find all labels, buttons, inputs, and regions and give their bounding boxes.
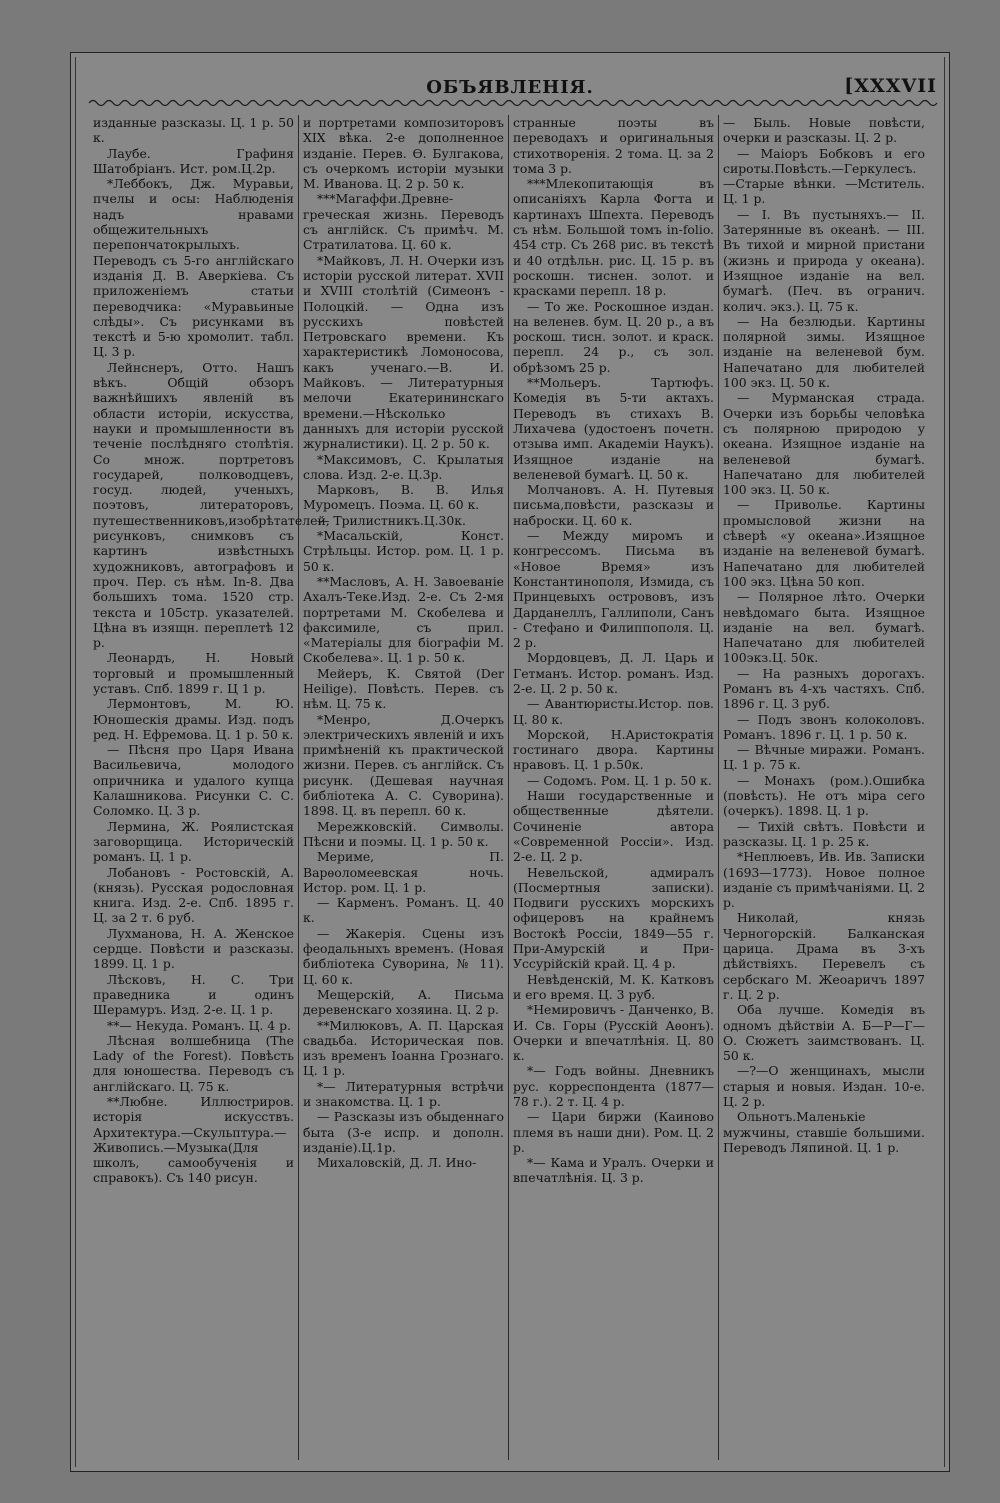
listing-entry: *Максимовъ, С. Крылатыя слова. Изд. 2-е. Ц.3р.	[303, 451, 504, 482]
listing-entry: Невельской, адмиралъ (Посмертныя записки). Подвиги русскихъ морскихъ офицеровъ на крайнемъ Востокѣ Россіи, 1849—55 г. При-Амурскій и При-Уссурійскій край. Ц. 4 р.	[513, 864, 714, 972]
listing-entry: **Мольеръ. Тартюфъ. Комедія въ 5-ти актахъ. Переводъ въ стихахъ В. Лихачева (удостоенъ почетн. отзыва имп. Академіи Наукъ). Изящное изданіе на веленевой бумагѣ. Ц. 50 к.	[513, 375, 714, 482]
newspaper-page	[70, 52, 950, 1472]
listing-entry: Мейеръ, К. Святой (Der Heilige). Повѣсть. Перев. съ нѣм. Ц. 75 к.	[303, 665, 504, 712]
wavy-rule	[89, 97, 931, 109]
listing-entry: Лѣсная волшебница (The Lady of the Forest). Повѣсть для юношества. Переводъ съ англійскаго. Ц. 75 к.	[93, 1032, 294, 1094]
listing-entry: Лѣсковъ, Н. С. Три праведника и одинъ Шерамуръ. Изд. 2-е. Ц. 1 р.	[93, 971, 294, 1018]
listing-entry: Ольнотъ.Маленькіе мужчины, ставшіе большими. Переводъ Ляпиной. Ц. 1 р.	[723, 1109, 925, 1155]
listing-entry: *Леббокъ, Дж. Муравьи, пчелы и осы: Наблюденія надъ нравами общежительныхъ перепончатокрылыхъ. Переводъ съ 5-го англійскаго изданія Д. В. Аверкіева. Съ приложеніемъ статьи переводчика: «Муравьиные слѣды». Съ рисунками въ текстѣ и 5-ю хромолит. табл. Ц. 3 р.	[93, 176, 294, 360]
listing-entry: *— Литературныя встрѣчи и знакомства. Ц. 1 р.	[303, 1078, 504, 1109]
listing-entry: *Масальскій, Конст. Стрѣльцы. Истор. ром. Ц. 1 р. 50 к.	[303, 528, 504, 574]
listing-entry: Лаубе. Графиня Шатобріанъ. Ист. ром.Ц.2р.	[93, 145, 294, 176]
listing-entry: —?—О женщинахъ, мысли старыя и новыя. Издан. 10-е. Ц. 2 р.	[723, 1063, 925, 1109]
listing-entry: **Милюковъ, А. П. Царская свадьба. Историческая пов. изъ временъ Іоанна Грознаго. Ц. 1 р.	[303, 1017, 504, 1079]
listing-entry: — Трилистникъ.Ц.30к.	[317, 512, 466, 528]
listing-entry: *Майковъ, Л. Н. Очерки изъ исторіи русской литерат. XVII и XVIII столѣтій (Симеонъ - Полоцкій. — Одна изъ русскихъ повѣстей Петровскаго времени. Къ характеристикѣ Ломоносова, какъ ученаго.—В. И. Майковъ. — Литературныя мелочи Екатерининскаго времени.—Нѣсколько данныхъ для исторіи русской журналистики). Ц. 2 р. 50 к.	[303, 252, 504, 452]
listing-entry: — Жакерія. Сцены изъ феодальныхъ временъ. (Новая библіотека Суворина, № 11). Ц. 60 к.	[303, 925, 504, 987]
listing-entry: **— Некуда. Романъ. Ц. 4 р.	[107, 1017, 292, 1033]
listing-entry: — Монахъ (ром.).Ошибка (повѣсть). Не отъ міра сего (очеркъ). 1898. Ц. 1 р.	[723, 772, 925, 819]
listing-entry: Мережковскій. Символы. Пѣсни и поэмы. Ц. 1 р. 50 к.	[303, 818, 504, 849]
listing-entry: *Менро, Д.Очеркъ электрическихъ явленій и ихъ примѣненій къ практической жизни. Перев. съ англійск. Съ рисунк. (Дешевая научная библіотека А. С. Суворина). 1898. Ц. въ перепл. 60 к.	[303, 711, 504, 819]
listing-entry: Мордовцевъ, Д. Л. Царь и Гетманъ. Истор. романъ. Изд. 2-е. Ц. 2 р. 50 к.	[513, 650, 714, 696]
listing-entry: Лермонтовъ, М. Ю. Юношескія драмы. Изд. подъ ред. Н. Ефремова. Ц. 1 р. 50 к.	[93, 696, 294, 742]
listing-entry: Лобановъ - Ростовскій, А. (князь). Русская родословная книга. Изд. 2-е. Спб. 1895 г. Ц. за 2 т. 6 руб.	[93, 864, 294, 926]
listing-entry: — Разсказы изъ обыденнаго быта (3-е испр. и дополн. изданіе).Ц.1р.	[303, 1109, 504, 1155]
listing-entry: — Содомъ. Ром. Ц. 1 р. 50 к.	[527, 772, 712, 788]
listing-entry: Леонардъ, Н. Новый торговый и промышленный уставъ. Спб. 1899 г. Ц 1 р.	[93, 650, 294, 696]
listing-entry: Лейнснеръ, Отто. Нашъ вѣкъ. Общій обзоръ важнѣйшихъ явленій въ области исторіи, искусства, науки и промышленности въ теченіе послѣдняго столѣтія. Со множ. портретовъ государей, полководцевъ, госуд. людей, ученыхъ, поэтовъ, литераторовъ, путешественниковъ,изобрѣтателей, рисунковъ, снимковъ съ картинъ извѣстныхъ художниковъ, автографовъ и проч. Пер. съ нѣм. In-8. Два большихъ тома. 1520 стр. текста и 105стр. указателей. Цѣна въ изящн. переплетѣ 12 р.	[93, 359, 330, 651]
column-2	[299, 115, 509, 1460]
listing-entry: *— Кама и Уралъ. Очерки и впечатлѣнія. Ц. 3 р.	[513, 1155, 714, 1186]
listing-entry: **Любне. Иллюстриров. исторія искусствъ. Архитектура.—Скульптура.—Живопись.—Музыка(Для школъ, самообученія и справокъ). Съ 140 рисун.	[93, 1094, 294, 1186]
listing-entry: Наши государственные и общественные дѣятели. Сочиненіе автора «Современной Россіи». Изд. 2-е. Ц. 2 р.	[513, 788, 714, 865]
listing-entry: Николай, князь Черногорскій. Балканская царица. Драма въ 3-хъ дѣйствіяхъ. Перевелъ съ сербскаго М. Жеоаричъ 1897 г. Ц. 2 р.	[723, 910, 925, 1002]
listing-entry: и портретами композиторовъ XIX вѣка. 2-е дополненное изданіе. Перев. Ѳ. Булгакова, съ очеркомъ исторіи музыки М. Иванова. Ц. 2 р. 50 к.	[303, 115, 504, 192]
listing-entry: Лермина, Ж. Роялистская заговорщица. Историческій романъ. Ц. 1 р.	[93, 818, 294, 865]
listing-entry: изданные разсказы. Ц. 1 р. 50 к.	[93, 115, 294, 146]
listing-entry: — Приволье. Картины промысловой жизни на сѣверѣ «у океана».Изящное изданіе на веленевой бумагѣ. Напечатано для любителей 100 экз. Цѣна 50 коп.	[723, 497, 925, 589]
listing-entry: — Пѣсня про Царя Ивана Васильевича, молодого опричника и удалого купца Калашникова. Рисунки С. С. Соломко. Ц. 3 р.	[93, 742, 294, 819]
listing-entry: — Вѣчные миражи. Романъ. Ц. 1 р. 75 к.	[723, 742, 925, 773]
listing-entry: — Авантюристы.Истор. пов. Ц. 80 к.	[513, 696, 714, 727]
listing-entry: Марковъ, В. В. Илья Муромецъ. Поэма. Ц. 60 к.	[303, 482, 504, 513]
page-number: [XXXVII	[844, 75, 937, 97]
listing-entry: — Подъ звонъ колоколовъ. Романъ. 1896 г. Ц. 1 р. 50 к.	[723, 711, 925, 742]
listing-entry: Невѣденскій, М. К. Катковъ и его время. Ц. 3 руб.	[513, 971, 714, 1002]
listing-entry: Мериме, П. Варѳоломеевская ночь. Истор. ром. Ц. 1 р.	[303, 849, 504, 895]
column-3	[509, 115, 719, 1460]
listing-entry: — Карменъ. Романъ. Ц. 40 к.	[303, 895, 504, 926]
listing-entry: Молчановъ. А. Н. Путевыя письма,повѣсти, разсказы и наброски. Ц. 60 к.	[513, 482, 714, 528]
listing-entry: — На безлюдьи. Картины полярной зимы. Изящное изданіе на веленевой бум. Напечатано для любителей 100 экз. Ц. 50 к.	[723, 313, 925, 391]
listing-entry: — Полярное лѣто. Очерки невѣдомаго быта. Изящное изданіе на вел. бумагѣ. Напечатано для любителей 100экз.Ц. 50к.	[723, 589, 925, 666]
listing-entry: — Маіоръ Бобковъ и его сироты.Повѣсть.—Геркулесъ.—Старые вѣнки. —Мститель. Ц. 1 р.	[723, 145, 925, 207]
listing-entry: — На разныхъ дорогахъ. Романъ въ 4-хъ частяхъ. Спб. 1896 г. Ц. 3 руб.	[723, 665, 925, 712]
listing-entry: ***Млекопитающія въ описаніяхъ Карла Фогта и картинахъ Шпехта. Переводъ съ нѣм. Большой томъ in-folio. 454 стр. Съ 268 рис. въ текстѣ и 40 отдѣльн. рис. Ц. 15 р. въ роскошн. тиснен. золот. и красками перепл. 18 р.	[513, 176, 714, 299]
listing-entry: **Масловъ, А. Н. Завоеваніе Ахалъ-Теке.Изд. 2-е. Съ 2-мя портретами М. Скобелева и факсимиле, съ прил. «Матеріалы для біографіи М. Скобелева». Ц. 1 р. 50 к.	[303, 573, 504, 666]
listing-entry: — I. Въ пустыняхъ.— II. Затерянные въ океанѣ. — III. Въ тихой и мирной пристани (жизнь и природа у океана). Изящное изданіе на вел. бумагѣ. (Печ. въ огранич. колич. экз.). Ц. 75 к.	[723, 206, 925, 314]
listing-entry: Михаловскій, Д. Л. Ино-	[317, 1155, 477, 1171]
listing-columns	[89, 115, 931, 1460]
listing-entry: *Неплюевъ, Ив. Ив. Записки (1693—1773). Новое полное изданіе съ примѣчаніями. Ц. 2 р.	[723, 849, 925, 911]
listing-entry: Оба лучше. Комедія въ одномъ дѣйствіи А. Б—Р—Г—О. Сюжетъ заимствованъ. Ц. 50 к.	[723, 1002, 925, 1064]
listing-entry: странные поэты въ переводахъ и оригинальныя стихотворенія. 2 тома. Ц. за 2 тома 3 р.	[513, 115, 714, 176]
listing-entry: Мещерскій, А. Письма деревенскаго хозяина. Ц. 2 р.	[303, 986, 504, 1018]
listing-entry: — То же. Роскошное издан. на веленев. бум. Ц. 20 р., а въ роскош. тисн. золот. и краск. перепл. 24 р., съ зол. обрѣзомъ 25 р.	[513, 298, 714, 375]
column-1	[89, 115, 330, 1460]
listing-entry: — Мурманская страда. Очерки изъ борьбы человѣка съ полярною природою у океана. Изящное изданіе на веленевой бумагѣ. Напечатано для любителей 100 экз. Ц. 50 к.	[723, 390, 925, 498]
listing-entry: — Тихій свѣтъ. Повѣсти и разсказы. Ц. 1 р. 25 к.	[723, 818, 925, 849]
listing-entry: ***Магаффи.Древне-греческая жизнь. Переводъ съ англійск. Съ примѣч. М. Стратилатова. Ц. 60 к.	[303, 191, 504, 253]
page-title: ОБЪЯВЛЕНІЯ.	[426, 77, 594, 98]
listing-entry: Лухманова, Н. А. Женское сердце. Повѣсти и разсказы. 1899. Ц. 1 р.	[93, 925, 294, 972]
listing-entry: — Цари биржи (Каиново племя въ наши дни). Ром. Ц. 2 р.	[513, 1109, 714, 1155]
listing-entry: *— Годъ войны. Дневникъ рус. корреспондента (1877—78 г.). 2 т. Ц. 4 р.	[513, 1063, 714, 1109]
listing-entry: — Быль. Новые повѣсти, очерки и разсказы. Ц. 2 р.	[723, 115, 925, 146]
listing-entry: Морской, Н.Аристократія гостинаго двора. Картины нравовъ. Ц. 1 р.50к.	[513, 726, 714, 773]
column-4	[719, 115, 929, 1460]
listing-entry: *Немировичъ - Данченко, В. И. Св. Горы (Русскій Аѳонъ). Очерки и впечатлѣнія. Ц. 80 к.	[513, 1002, 714, 1064]
listing-entry: — Между миромъ и конгрессомъ. Письма въ «Новое Время» изъ Константинополя, Измида, съ Принцевыхъ острововъ, изъ Дарданеллъ, Галлиполи, Санъ - Стефано и Филиппополя. Ц. 2 р.	[513, 528, 714, 651]
